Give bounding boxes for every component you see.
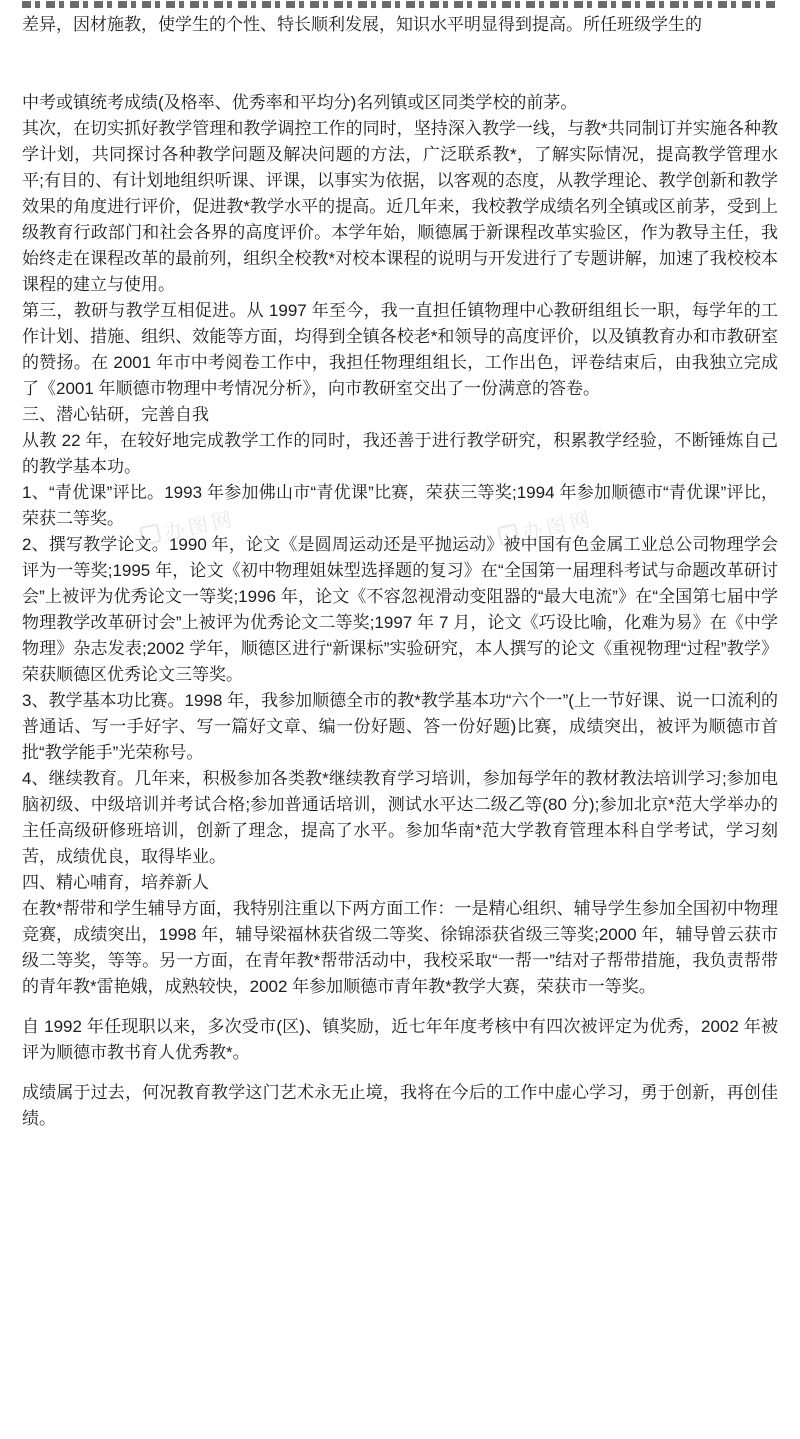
paragraph-third-point: 第三，教研与教学互相促进。从 1997 年至今，我一直担任镇物理中心教研组组长一职，每学年的工作计划、措施、组织、效能等方面，均得到全镇各校老*和领导的高度评价，以及镇教育办和市教研室的赞扬。在 2001 年市中考阅卷工作中，我担任物理组组长，工作出色，评卷结束后，由我独立完成了《2001 年顺德市物理中考情况分析》，向市教研室交出了一份满意的答卷。 bbox=[22, 301, 778, 398]
paragraph-item-2-papers: 2、撰写教学论文。1990 年，论文《是圆周运动还是平抛运动》被中国有色金属工业总公司物理学会评为一等奖;1995 年，论文《初中物理姐妹型选择题的复习》在“全国第一届理科考试与命题改革研讨会”上被评为优秀论文一等奖;1996 年，论文《不容忽视滑动变阻器的“最大电流”》在“全国第七届中学物理教学改革研讨会”上被评为优秀论文二等奖;1997 年 7 月，论文《巧设比喻，化难为易》在《中学物理》杂志发表;2002 学年，顺德区进行“新课标”实验研究，本人撰写的论文《重视物理“过程”教学》荣获顺德区优秀论文三等奖。 bbox=[22, 535, 778, 684]
paragraph-awards: 自 1992 年任现职以来，多次受市(区)、镇奖励，近七年年度考核中有四次被评定为优秀，2002 年被评为顺德市教书育人优秀教*。 bbox=[22, 1017, 778, 1062]
paragraph-teaching-research: 从教 22 年，在较好地完成教学工作的同时，我还善于进行教学研究，积累教学经验，不断锤炼自己的教学基本功。 bbox=[22, 431, 778, 476]
paragraph-intro-tail: 差异，因材施教，使学生的个性、特长顺利发展，知识水平明显得到提高。所任班级学生的 bbox=[22, 15, 702, 34]
paragraph-item-3-skills-contest: 3、教学基本功比赛。1998 年，我参加顺德全市的教*教学基本功“六个一”(上一节好课、说一口流利的普通话、写一手好字、写一篇好文章、编一份好题、答一份好题)比赛，成绩突出，被评为顺德市首批“教学能手”光荣称号。 bbox=[22, 691, 778, 762]
watermark-text: 办图网 bbox=[162, 508, 238, 545]
watermark-text: 办图网 bbox=[520, 508, 596, 545]
paragraph-second-point: 其次，在切实抓好教学管理和教学调控工作的同时，坚持深入教学一线，与教*共同制订并实施各种教学计划，共同探讨各种教学问题及解决问题的方法，广泛联系教*，了解实际情况，提高教学管理水平;有目的、有计划地组织听课、评课，以事实为依据，以客观的态度，从教学理论、教学创新和教学效果的角度进行评价，促进教*教学水平的提高。近几年来，我校教学成绩名列全镇或区前茅，受到上级教育行政部门和社会各界的高度评价。本学年始，顺德属于新课程改革实验区，作为教导主任，我始终走在课程改革的最前列，组织全校教*对校本课程的说明与开发进行了专题讲解，加速了我校校本课程的建立与使用。 bbox=[22, 119, 778, 294]
clipped-text-line bbox=[22, 1, 778, 8]
section-heading-three: 三、潜心钻研，完善自我 bbox=[22, 405, 209, 424]
paragraph-closing: 成绩属于过去，何况教育教学这门艺术永无止境，我将在今后的工作中虚心学习，勇于创新，再创佳绩。 bbox=[22, 1083, 778, 1128]
paragraph-mentoring: 在教*帮带和学生辅导方面，我特别注重以下两方面工作：一是精心组织、辅导学生参加全国初中物理竞赛，成绩突出，1998 年，辅导梁福林获省级二等奖、徐锦添获省级三等奖;2000 年，辅导曾云获市级二等奖，等等。另一方面，在青年教*帮带活动中，我校采取“一帮一”结对子帮带措施，我负责帮带的青年教*雷艳娥，成熟较快，2002 年参加顺德市青年教*教学大赛，荣获市一等奖。 bbox=[22, 899, 778, 996]
paragraph-item-1-competitions: 1、“青优课”评比。1993 年参加佛山市“青优课”比赛，荣获三等奖;1994 年参加顺德市“青优课”评比，荣获二等奖。 bbox=[22, 483, 778, 528]
section-heading-four: 四、精心哺育，培养新人 bbox=[22, 873, 209, 892]
document-body bbox=[22, 0, 778, 1132]
paragraph-item-4-continuing-education: 4、继续教育。几年来，积极参加各类教*继续教育学习培训，参加每学年的教材教法培训学习;参加电脑初级、中级培训并考试合格;参加普通话培训，测试水平达二级乙等(80 分);参加北京*范大学举办的主任高级研修班培训，创新了理念，提高了水平。参加华南*范大学教育管理本科自学考试，学习刻苦，成绩优良，取得毕业。 bbox=[22, 769, 778, 866]
paragraph-exam-results: 中考或镇统考成绩(及格率、优秀率和平均分)名列镇或区同类学校的前茅。 bbox=[22, 93, 578, 112]
